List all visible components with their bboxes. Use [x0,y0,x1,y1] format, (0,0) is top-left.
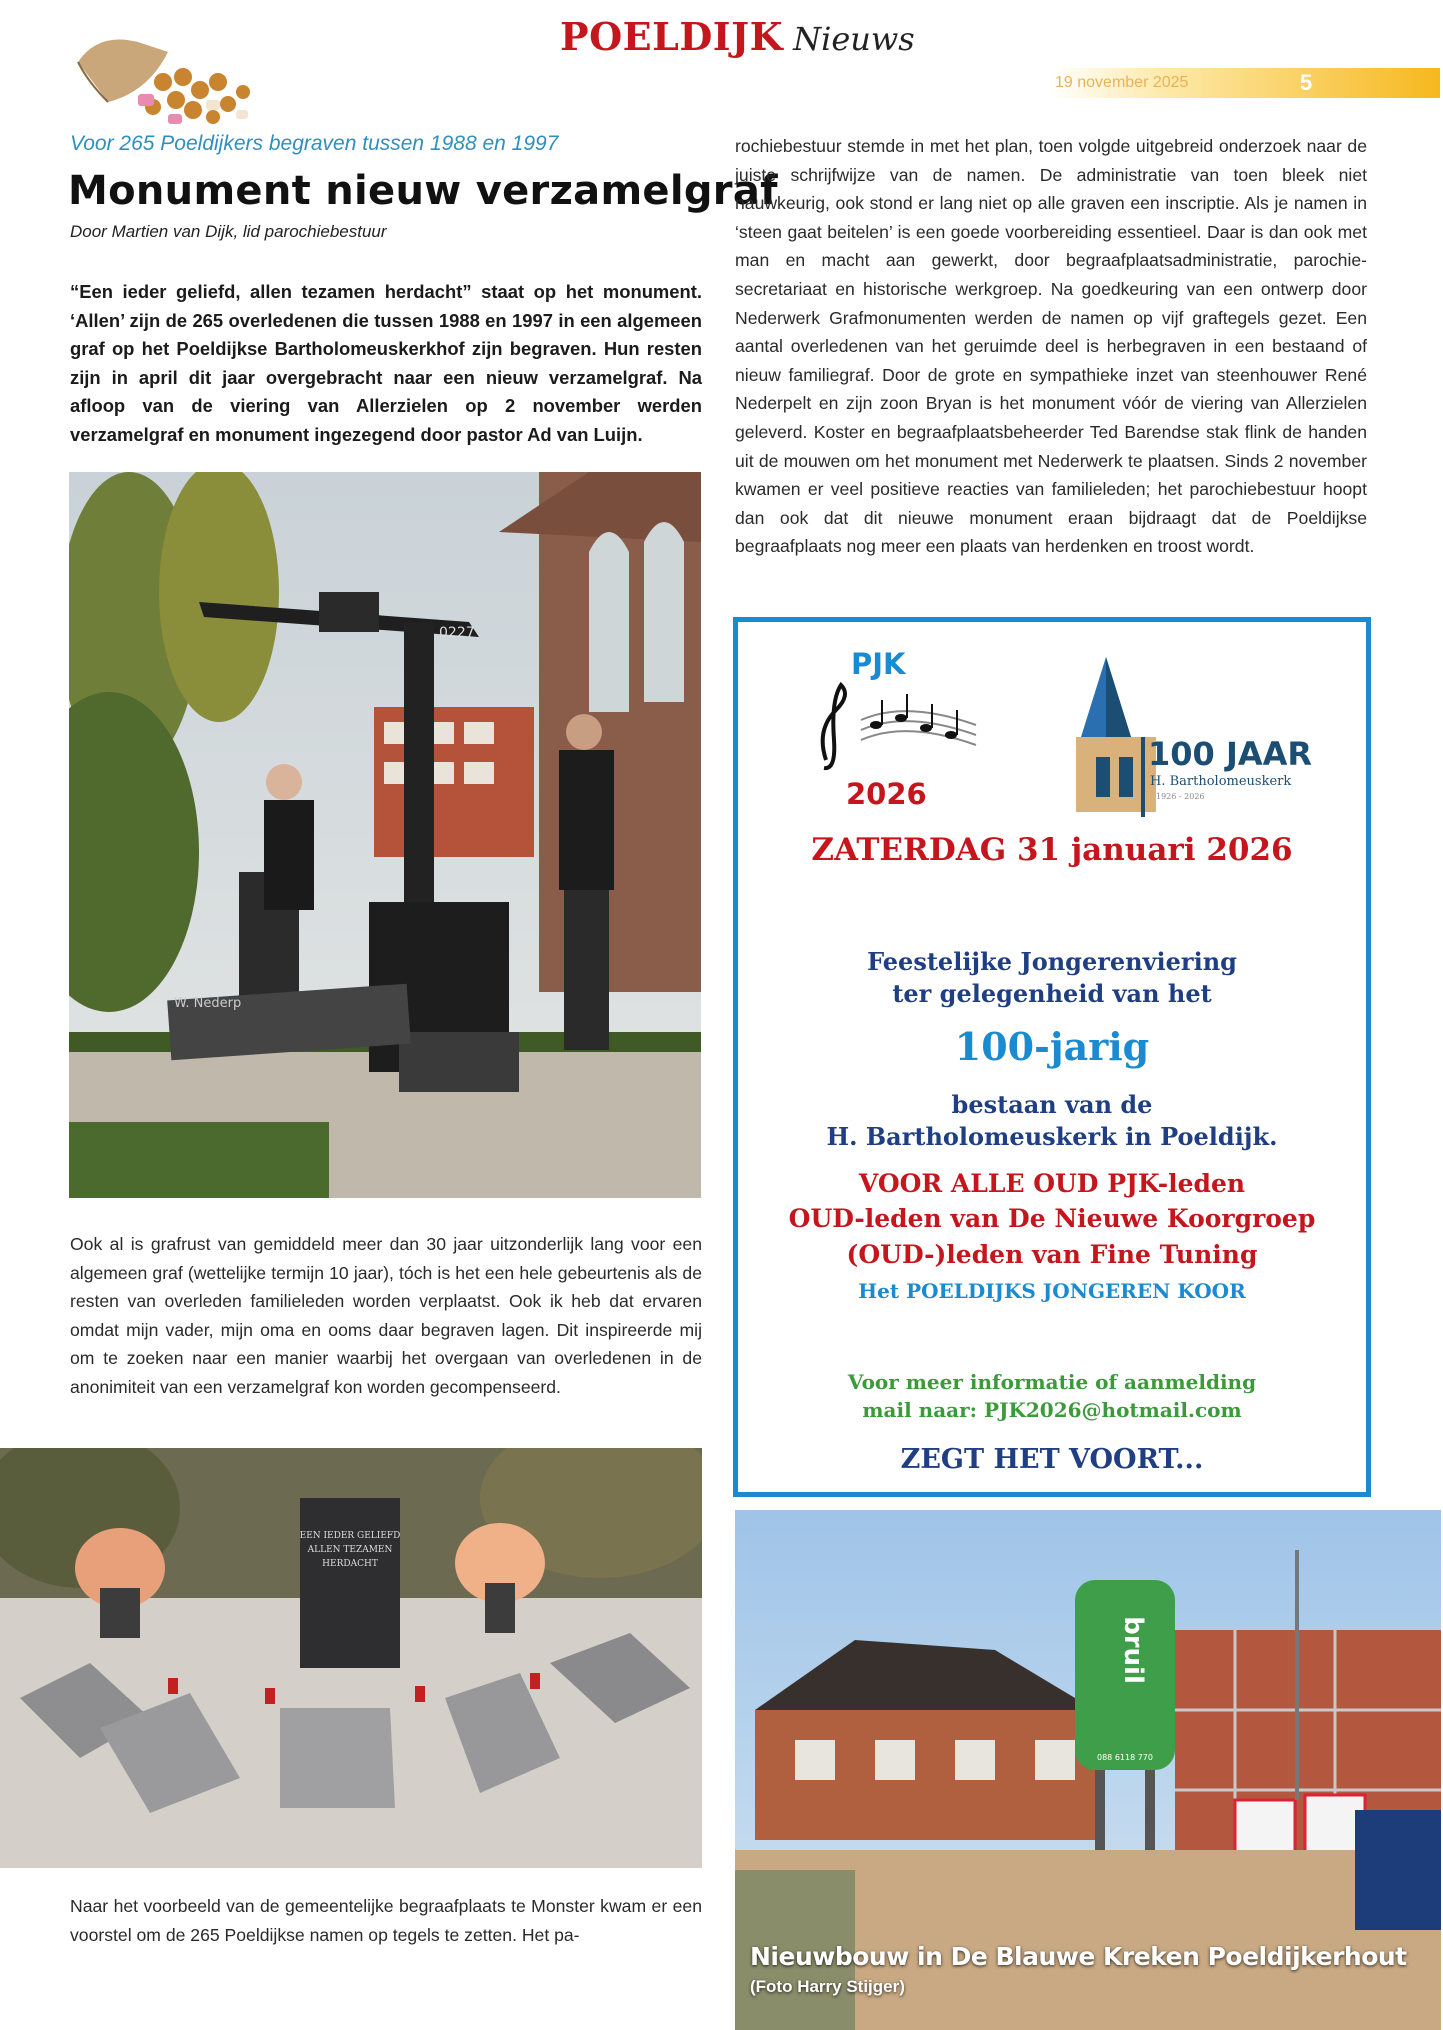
event-line-3: bestaan van de [951,1090,1153,1119]
date-bar [1050,68,1440,98]
masthead [560,14,915,64]
article-headline: Monument nieuw verzamelgraf [68,168,778,214]
caption-credit: (Foto Harry Stijger) [750,1977,905,1996]
silo-phone: 088 6118 770 [1097,1753,1153,1762]
pjk-year: 2026 [846,777,927,811]
jubilee-years: 1926 - 2026 [1156,792,1205,801]
event-line-2: ter gelegenheid van het [892,979,1212,1008]
ad-closing: ZEGT HET VOORT... [900,1444,1204,1475]
monument-inscription-1: EEN IEDER GELIEFD [299,1531,401,1541]
monument-inscription-2: ALLEN TEZAMEN [307,1545,393,1555]
brand-subtitle: Nieuws [793,20,915,58]
article-lead: “Een ieder geliefd, allen tezamen herdacht” staat op het monument. ‘Allen’ zijn de 265 overledenen die tussen 1988 en 1997 in een algemeen graf op het Poeldijkse Bartholomeuskerkhof zijn begraven. Hun resten zijn in april dit jaar overgebracht naar een nieuw verzamelgraf. Na afloop van de viering van Allerzielen op 2 november werden verzamelgraf en monument ingezegend door pastor Ad van Luijn. [70,281,702,445]
event-line-1: Feestelijke Jongerenviering [867,947,1237,976]
pepernoten-bag-icon [68,22,278,130]
article-byline: Door Martien van Dijk, lid parochiebestuur [70,222,387,241]
issue-date: 19 november 2025 [1055,74,1189,91]
photo-monument-tiles [0,1448,702,1868]
audience-line-3: (OUD-)leden van Fine Tuning [846,1240,1258,1269]
contact-email[interactable]: mail naar: PJK2026@hotmail.com [862,1398,1242,1422]
article-kicker: Voor 265 Poeldijkers begraven tussen 1988 en 1997 [70,132,559,155]
monument-inscription-3: HERDACHT [322,1559,378,1569]
event-anniversary: 100-jarig [954,1024,1150,1069]
photo-crane-monument [69,472,701,1198]
crane-label: 0227 [439,625,475,641]
event-date: ZATERDAG 31 januari 2026 [811,832,1293,868]
crane-side-text: W. Nederp [174,996,242,1011]
caption-title: Nieuwbouw in De Blauwe Kreken Poeldijkerhout [750,1942,1407,1971]
page-number: 5 [1300,70,1313,95]
article-paragraph-right: rochiebestuur stemde in met het plan, toen volgde uitgebreid onderzoek naar de juiste schrijfwijze van de namen. De administratie van toen bleek niet nauwkeurig, ook stond er lang niet op alle graven een inscriptie. Als je namen in ‘steen gaat beitelen’ is een goede voorbereiding essentieel. Daar is dan ook met man en macht aan gewerkt, door begraafplaatsadministratie, parochie-secretariaat en historische werkgroep. Na goedkeuring van een ontwerp door Nederwerk Grafmonumenten werden de namen op vijf graftegels gezet. Een aantal overledenen van het geruimde deel is herbegraven in een bestaand of nieuw familiegraf. Door de grote en sympathieke inzet van steenhouwer René Nederpelt en zijn zoon Bryan is het monument vóór de viering van Allerzielen geleverd. Koster en begraafplaatsbeheerder Ted Barendse stak flink de handen uit de mouwen om het monument met Nederwerk te plaatsen. Sinds 2 november kwamen er veel positieve reacties van familieleden; het parochiebestuur hoopt dan ook dat dit nieuwe monument eraan bijdraagt dat de Poeldijkse begraafplaats nog meer een plaats van herdenken en troost wordt. [735,136,1367,557]
brand-title: POELDIJK [560,14,784,59]
contact-line-1: Voor meer informatie of aanmelding [847,1370,1257,1394]
silo-brand: bruil [1118,1616,1148,1684]
audience-line-4: Het POELDIJKS JONGEREN KOOR [858,1279,1246,1303]
audience-line-2: OUD-leden van De Nieuwe Koorgroep [788,1204,1316,1233]
pjk-label: PJK [851,647,906,681]
jubilee-church: H. Bartholomeuskerk [1150,774,1292,789]
event-line-4: H. Bartholomeuskerk in Poeldijk. [826,1122,1278,1151]
article-paragraph-2: Naar het voorbeeld van de gemeentelijke begraafplaats te Monster kwam er een voorstel om de 265 Poeldijkse namen op tegels te zetten. Het pa- [70,1896,702,1945]
pjk-advertisement [733,617,1371,1497]
music-notes-icon [806,680,986,780]
article-paragraph-1: Ook al is grafrust van gemiddeld meer dan 30 jaar uitzonderlijk lang voor een algemeen graf (wettelijke termijn 10 jaar), tóch is het een hele gebeurtenis als de resten van overleden familieleden worden verplaatst. Ook ik heb dat ervaren omdat mijn vader, mijn oma en ooms daar begraven lagen. Dit inspireerde mij om te zoeken naar een manier waarbij het overgaan van overledenen in de anonimiteit van een verzamelgraf kon worden gecompenseerd. [70,1234,702,1397]
jubilee-number: 100 JAAR [1148,735,1313,773]
audience-line-1: VOOR ALLE OUD PJK-leden [858,1169,1246,1198]
photo-caption [750,1942,1407,1997]
